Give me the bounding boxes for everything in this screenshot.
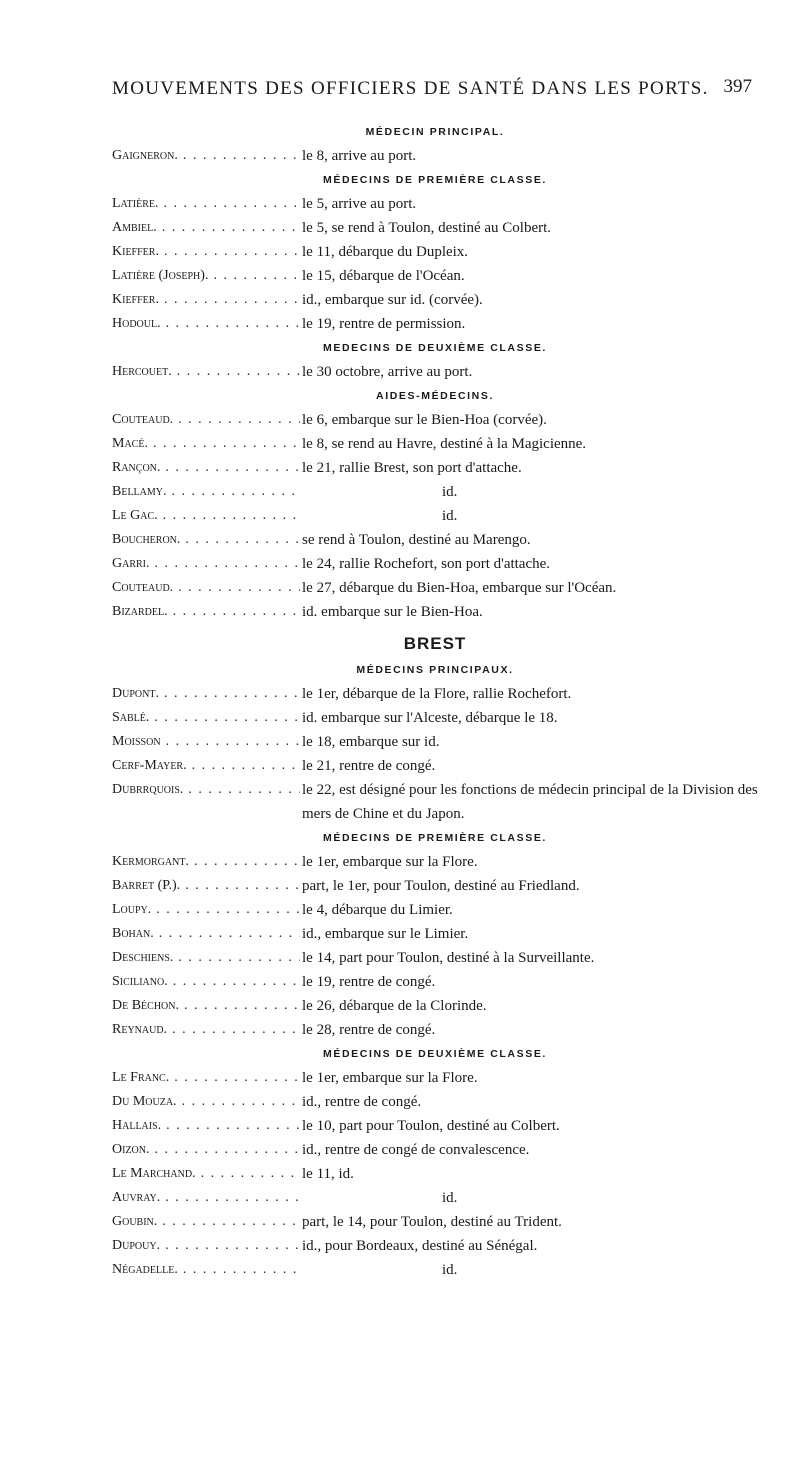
- officer-name: Le Marchand. . . .: [112, 1162, 300, 1186]
- movement-entry: [112, 730, 758, 754]
- officer-name: De Béchon. . . .: [112, 994, 300, 1018]
- movement-text: le 1er, embarque sur la Flore.: [302, 1070, 478, 1086]
- officer-name: Kieffer. . . .: [112, 240, 300, 264]
- port-heading: BREST: [403, 634, 467, 653]
- movement-entry: [112, 1234, 758, 1258]
- officer-name: Latière. . . .: [112, 192, 300, 216]
- movement-entry: [112, 898, 758, 922]
- movement-entry: [112, 432, 758, 456]
- movement-text: le 21, rallie Brest, son port d'attache.: [302, 460, 522, 476]
- officer-name: Ambiel. . . .: [112, 216, 300, 240]
- section-heading: MEDECINS DE DEUXIÈME CLASSE.: [323, 342, 547, 354]
- movement-entry: [112, 264, 758, 288]
- movement-entry: [112, 288, 758, 312]
- officer-name: Le Gac. . . .: [112, 504, 300, 528]
- movement-text: id. embarque sur le Bien-Hoa.: [302, 604, 483, 620]
- movement-entry: [112, 312, 758, 336]
- movement-entry: [112, 216, 758, 240]
- movement-entry: [112, 408, 758, 432]
- officer-name: Latière (Joseph). . . .: [112, 264, 300, 288]
- officer-name: Loupy. . . .: [112, 898, 300, 922]
- movement-entry: [112, 1090, 758, 1114]
- officer-name: Macé. . . .: [112, 432, 300, 456]
- movement-text: id.: [442, 508, 458, 524]
- officer-name: Le Franc. . . .: [112, 1066, 300, 1090]
- movement-entry: [112, 576, 758, 600]
- movement-entry: [112, 1258, 758, 1282]
- movement-entry: [112, 874, 758, 898]
- movement-text: le 1er, embarque sur la Flore.: [302, 854, 478, 870]
- movement-text: le 24, rallie Rochefort, son port d'attache.: [302, 556, 551, 572]
- officer-name: Bohan. . . .: [112, 922, 300, 946]
- movement-text: se rend à Toulon, destiné au Marengo.: [302, 532, 531, 548]
- movement-entry: [112, 192, 758, 216]
- officer-name: Bizardel. . . .: [112, 600, 300, 624]
- movement-entry: [112, 922, 758, 946]
- officer-name: Du Mouza. . . .: [112, 1090, 300, 1114]
- officer-name: Hodoul. . . .: [112, 312, 300, 336]
- movement-text: le 21, rentre de congé.: [302, 758, 436, 774]
- movement-text: le 11, débarque du Dupleix.: [302, 244, 469, 260]
- movement-text: le 10, part pour Toulon, destiné au Colbert.: [302, 1118, 560, 1134]
- movement-entry: [112, 754, 758, 778]
- movement-text: id.: [442, 1190, 458, 1206]
- officer-name: Dubrrquois. . . .: [112, 778, 300, 802]
- movement-entry: [112, 144, 758, 168]
- movement-entry: [112, 778, 758, 826]
- officer-name: Auvray. . . .: [112, 1186, 300, 1210]
- movement-text: le 27, débarque du Bien-Hoa, embarque sur l'Océan.: [302, 580, 617, 596]
- officer-name: Bellamy. . . .: [112, 480, 300, 504]
- officer-name: Gaigneron. . . .: [112, 144, 300, 168]
- movement-text: le 5, arrive au port.: [302, 196, 417, 212]
- officer-name: Hallais. . . .: [112, 1114, 300, 1138]
- movement-entry: [112, 1018, 758, 1042]
- movement-entry: [112, 528, 758, 552]
- officer-name: Kieffer. . . .: [112, 288, 300, 312]
- officer-name: Couteaud. . . .: [112, 576, 300, 600]
- movement-text: part, le 14, pour Toulon, destiné au Trident.: [302, 1214, 562, 1230]
- movement-entry: [112, 600, 758, 624]
- movement-text: id.: [442, 1262, 458, 1278]
- movement-entry: [112, 1162, 758, 1186]
- movement-text: le 30 octobre, arrive au port.: [302, 364, 473, 380]
- movement-text: id. embarque sur l'Alceste, débarque le 18.: [302, 710, 558, 726]
- movement-text: le 26, débarque de la Clorinde.: [302, 998, 487, 1014]
- movement-text: id., rentre de congé.: [302, 1094, 422, 1110]
- officer-name: Deschiens. . . .: [112, 946, 300, 970]
- officer-name: Dupont. . . .: [112, 682, 300, 706]
- movement-text: le 15, débarque de l'Océan.: [302, 268, 465, 284]
- officer-name: Moisson . . .: [112, 730, 300, 754]
- officer-name: Rançon. . . .: [112, 456, 300, 480]
- officer-name: Couteaud. . . .: [112, 408, 300, 432]
- movement-entry: [112, 946, 758, 970]
- movement-text: le 1er, débarque de la Flore, rallie Rochefort.: [302, 686, 572, 702]
- movement-entry: [112, 504, 758, 528]
- movement-text: le 19, rentre de permission.: [302, 316, 466, 332]
- section-heading: MÉDECINS DE PREMIÈRE CLASSE.: [323, 174, 547, 186]
- movement-entry: [112, 240, 758, 264]
- movement-entry: [112, 682, 758, 706]
- movement-text: id.: [442, 484, 458, 500]
- section-heading: MÉDECINS DE DEUXIÈME CLASSE.: [323, 1048, 547, 1060]
- movement-text: le 14, part pour Toulon, destiné à la Surveillante.: [302, 950, 595, 966]
- movement-entry: [112, 1138, 758, 1162]
- movement-entry: [112, 970, 758, 994]
- officer-name: Boucheron. . . .: [112, 528, 300, 552]
- movement-text: le 6, embarque sur le Bien-Hoa (corvée).: [302, 412, 547, 428]
- section-heading: MÉDECIN PRINCIPAL.: [365, 126, 505, 138]
- officer-name: Barret (P.). . . .: [112, 874, 300, 898]
- movement-text: le 5, se rend à Toulon, destiné au Colbert.: [302, 220, 552, 236]
- movement-entry: [112, 706, 758, 730]
- section-heading: MÉDECINS PRINCIPAUX.: [356, 664, 514, 676]
- movement-text: le 28, rentre de congé.: [302, 1022, 436, 1038]
- movement-text: id., embarque sur le Limier.: [302, 926, 469, 942]
- movement-entry: [112, 480, 758, 504]
- movement-text: le 22, est désigné pour les fonctions de médecin principal de la Division des mers de Chine et du Japon.: [302, 782, 758, 822]
- movement-text: id., rentre de congé de convalescence.: [302, 1142, 530, 1158]
- officer-name: Goubin. . . .: [112, 1210, 300, 1234]
- movement-text: le 11, id.: [302, 1166, 354, 1182]
- document-body: [112, 120, 758, 1282]
- officer-name: Sablé. . . .: [112, 706, 300, 730]
- movement-text: le 8, se rend au Havre, destiné à la Magicienne.: [302, 436, 587, 452]
- officer-name: Cerf-Mayer. . . .: [112, 754, 300, 778]
- officer-name: Kermorgant. . . .: [112, 850, 300, 874]
- movement-text: id., pour Bordeaux, destiné au Sénégal.: [302, 1238, 538, 1254]
- officer-name: Siciliano. . . .: [112, 970, 300, 994]
- officer-name: Négadelle. . . .: [112, 1258, 300, 1282]
- movement-text: le 4, débarque du Limier.: [302, 902, 453, 918]
- officer-name: Dupouy. . . .: [112, 1234, 300, 1258]
- officer-name: Hercouet. . . .: [112, 360, 300, 384]
- movement-entry: [112, 994, 758, 1018]
- officer-name: Reynaud. . . .: [112, 1018, 300, 1042]
- movement-text: le 18, embarque sur id.: [302, 734, 440, 750]
- movement-entry: [112, 1114, 758, 1138]
- running-title: MOUVEMENTS DES OFFICIERS DE SANTÉ DANS LES PORTS.: [112, 78, 709, 99]
- movement-entry: [112, 360, 758, 384]
- page-header: [112, 72, 752, 108]
- officer-name: Garri. . . .: [112, 552, 300, 576]
- section-heading: MÉDECINS DE PREMIÈRE CLASSE.: [323, 832, 547, 844]
- movement-entry: [112, 850, 758, 874]
- movement-entry: [112, 1210, 758, 1234]
- movement-text: le 19, rentre de congé.: [302, 974, 436, 990]
- movement-text: le 8, arrive au port.: [302, 148, 417, 164]
- movement-text: id., embarque sur id. (corvée).: [302, 292, 483, 308]
- movement-entry: [112, 1186, 758, 1210]
- movement-text: part, le 1er, pour Toulon, destiné au Friedland.: [302, 878, 580, 894]
- officer-name: Oizon. . . .: [112, 1138, 300, 1162]
- section-heading: AIDES-MÉDECINS.: [376, 390, 494, 402]
- movement-entry: [112, 552, 758, 576]
- movement-entry: [112, 1066, 758, 1090]
- page-number: 397: [723, 76, 752, 97]
- movement-entry: [112, 456, 758, 480]
